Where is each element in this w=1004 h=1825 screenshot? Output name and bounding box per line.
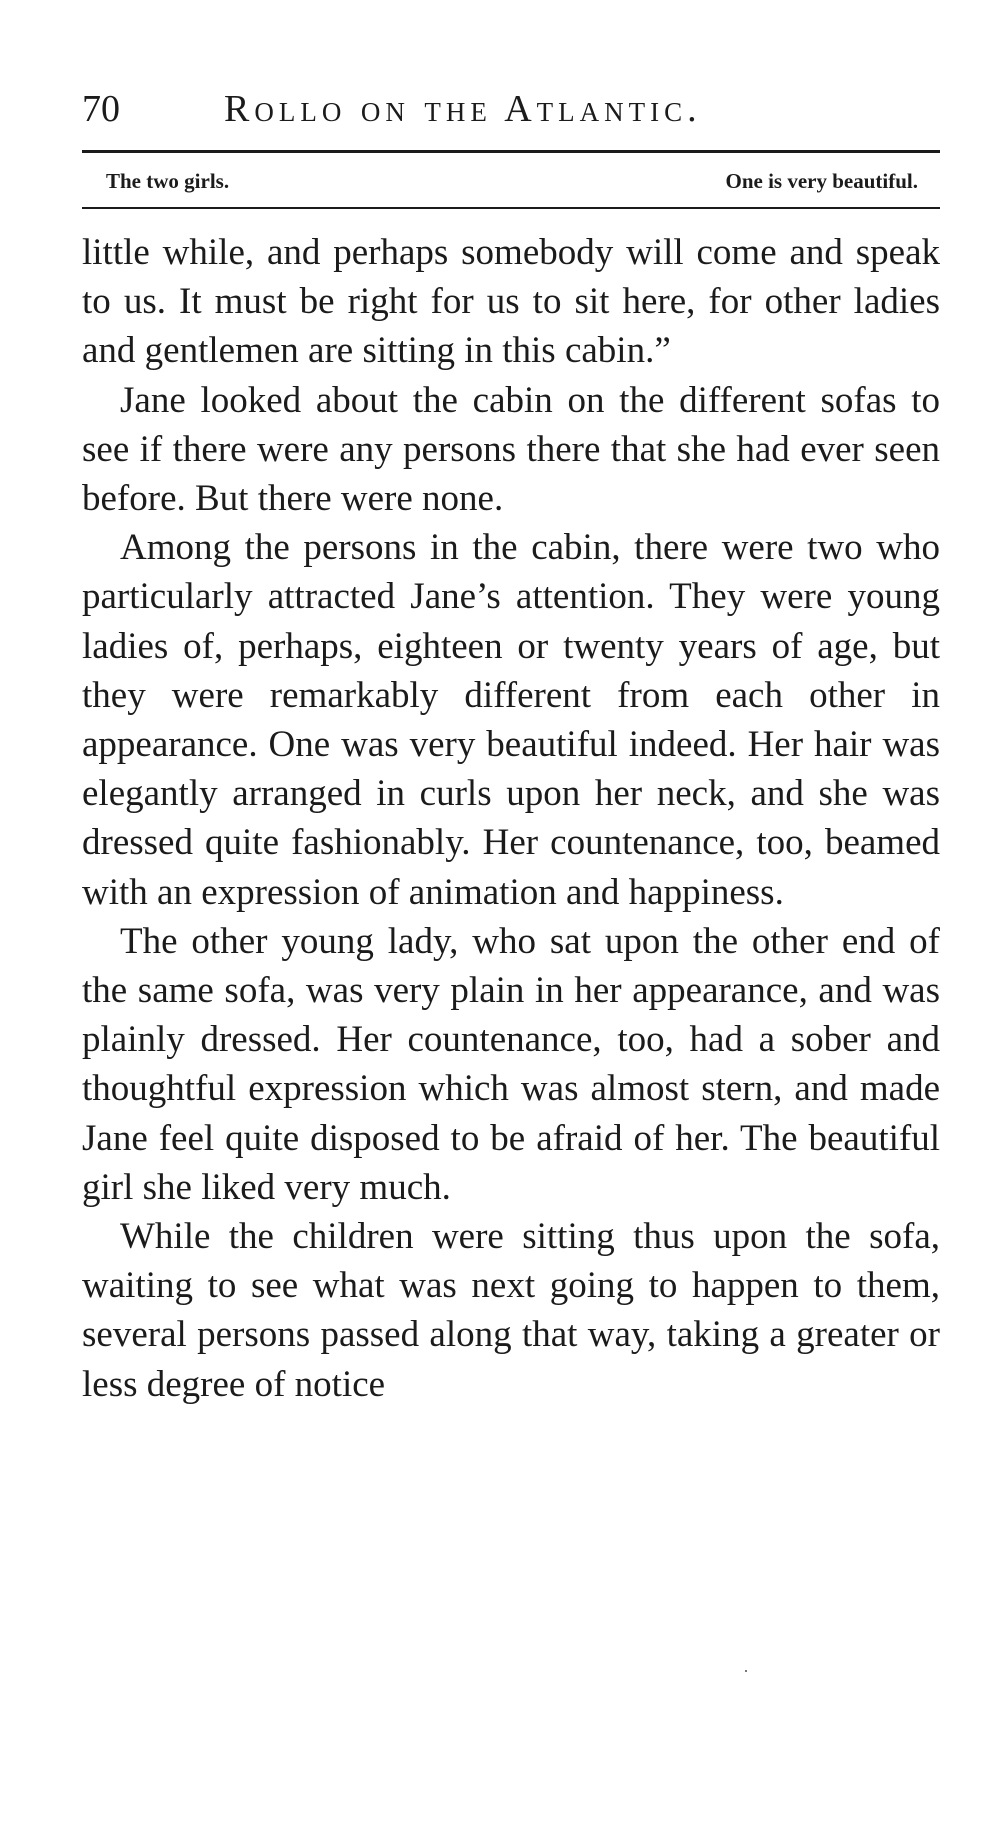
page-number: 70 [82,88,120,130]
body-text [82,228,940,1409]
paragraph-2: Jane looked about the cabin on the different sofas to see if there were any persons there that she had ever seen before. But there were none. [82,379,940,520]
book-title: Rollo on the Atlantic. [224,88,702,130]
paragraph-1: little while, and perhaps somebody will come and speak to us. It must be right for us to sit here, for other ladies and gentlemen are sitting in this cabin.” [82,232,940,372]
subhead-left: The two girls. [106,169,230,193]
book-page [82,0,940,1825]
paragraph-3: Among the persons in the cabin, there were two who particularly attracted Jane’s attention. They were young ladies of, perhaps, eighteen or twenty years of age, but they were remarkably different from each other in appearance. One was very beautiful indeed. Her hair was elegantly arranged in curls upon her neck, and she was dressed quite fashionably. Her countenance, too, beamed with an expression of animation and happiness. [82,527,940,913]
section-subhead [82,165,940,197]
print-speck [745,1670,747,1672]
subhead-right: One is very beautiful. [725,169,918,193]
header-rule-top [82,150,940,153]
paragraph-4: The other young lady, who sat upon the other end of the same sofa, was very plain in her appearance, and was plainly dressed. Her countenance, too, had a sober and thoughtful expression which was almost stern, and made Jane feel quite disposed to be afraid of her. The beautiful girl she liked very much. [82,920,940,1208]
header-rule-bottom [82,207,940,209]
running-head [82,84,940,134]
paragraph-5: While the children were sitting thus upon the sofa, waiting to see what was next going to happen to them, several persons passed along that way, taking a greater or less degree of notice [82,1216,940,1405]
